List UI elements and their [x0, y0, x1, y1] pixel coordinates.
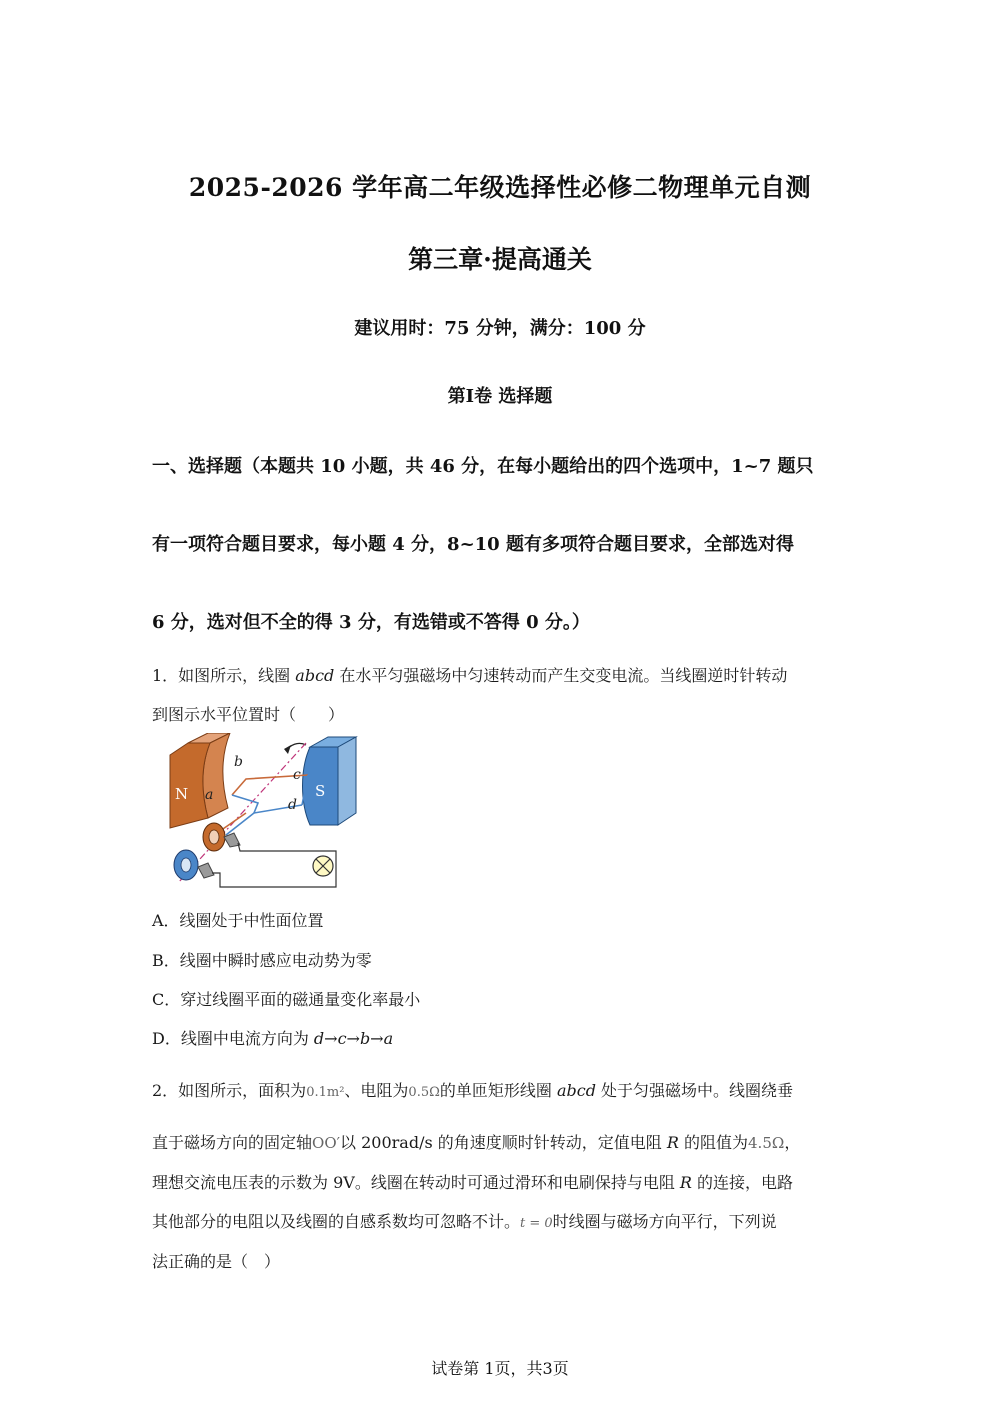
q2-text: 直于磁场方向的固定轴: [152, 1133, 313, 1152]
q1-stem-line-1: [152, 663, 787, 686]
q2-text: 的单匝矩形线圈: [439, 1081, 557, 1100]
q2-resistor-var: R: [666, 1133, 679, 1152]
section-heading-line-1: 一、选择题（本题共 10 小题，共 46 分，在每小题给出的四个选项中，1~7 题只: [152, 456, 814, 477]
q1-option-d-text: D．线圈中电流方向为: [152, 1029, 314, 1048]
q2-text: 其他部分的电阻以及线圈的自感系数均可忽略不计。: [152, 1212, 521, 1231]
page-footer: 试卷第 1页，共3页: [431, 1359, 569, 1378]
q1-option-a: A．线圈处于中性面位置: [152, 911, 324, 930]
s-label: S: [315, 782, 326, 800]
q2-text: 、电阻为: [344, 1081, 409, 1100]
q2-stem-line-1: [152, 1078, 793, 1101]
section-heading-line-3: 6 分，选对但不全的得 3 分，有选错或不答得 0 分。）: [152, 612, 590, 633]
q1-text: 1．如图所示，线圈: [152, 666, 296, 685]
n-label: N: [175, 785, 189, 803]
q2-text: 2．如图所示，面积为: [152, 1081, 307, 1100]
q1-coil-var: abcd: [295, 666, 335, 685]
label-c: c: [293, 767, 301, 783]
q1-stem-line-2: 到图示水平位置时（ ）: [152, 705, 345, 724]
lamp-icon: [313, 856, 333, 876]
time-info: 建议用时：75 分钟，满分：100 分: [354, 318, 646, 339]
q2-text: 以 200rad/s 的角速度顺时针转动，定值电阻: [340, 1133, 667, 1152]
q2-text: 的连接，电路: [691, 1173, 794, 1192]
exam-title: 2025-2026 学年高二年级选择性必修二物理单元自测: [188, 173, 812, 202]
label-d: d: [288, 797, 297, 813]
slip-ring-bottom: [174, 850, 198, 880]
q2-text: 理想交流电压表的示数为 9V。线圈在转动时可通过滑环和电刷保持与电阻: [152, 1173, 680, 1192]
exam-subtitle: 第三章·提高通关: [408, 245, 592, 274]
q1-option-d: [152, 1026, 393, 1049]
q2-area-value: 0.1m²: [306, 1085, 345, 1100]
q2-axis-label: OO′: [312, 1134, 341, 1152]
brush-bottom: [198, 863, 214, 878]
q2-stem-line-5: 法正确的是（ ）: [152, 1252, 281, 1271]
q2-resistor-value: 4.5Ω: [748, 1134, 785, 1152]
q2-stem-line-2: [152, 1130, 800, 1153]
n-magnet: [170, 733, 230, 828]
q2-text: 时线圈与磁场方向平行，下列说: [552, 1212, 777, 1231]
q1-option-b: B．线圈中瞬时感应电动势为零: [152, 951, 372, 970]
q2-text: ，: [784, 1133, 801, 1152]
q2-stem-line-4: [152, 1209, 777, 1232]
q2-text: 的阻值为: [678, 1133, 749, 1152]
label-b: b: [234, 754, 243, 770]
q1-option-d-expr: d→c→b→a: [313, 1029, 394, 1048]
volume-heading: 第Ⅰ卷 选择题: [447, 386, 553, 407]
q2-stem-line-3: [152, 1170, 793, 1193]
section-heading-line-2: 有一项符合题目要求，每小题 4 分，8~10 题有多项符合题目要求，全部选对得: [152, 534, 794, 555]
q1-text-cont: 在水平匀强磁场中匀速转动而产生交变电流。当线圈逆时针转动: [334, 666, 788, 685]
q1-option-c: C．穿过线圈平面的磁通量变化率最小: [152, 990, 421, 1009]
q1-generator-figure: [160, 733, 365, 893]
slip-ring-top: [203, 823, 225, 851]
s-magnet: [303, 737, 357, 825]
q2-time-zero: t = 0: [520, 1216, 553, 1231]
rotation-arrowhead: [284, 745, 291, 754]
q2-text: 处于匀强磁场中。线圈绕垂: [595, 1081, 794, 1100]
label-a: a: [205, 787, 214, 803]
q2-coil-var: abcd: [556, 1081, 596, 1100]
q2-coil-resistance: 0.5Ω: [408, 1085, 440, 1100]
q2-resistor-var: R: [679, 1173, 692, 1192]
